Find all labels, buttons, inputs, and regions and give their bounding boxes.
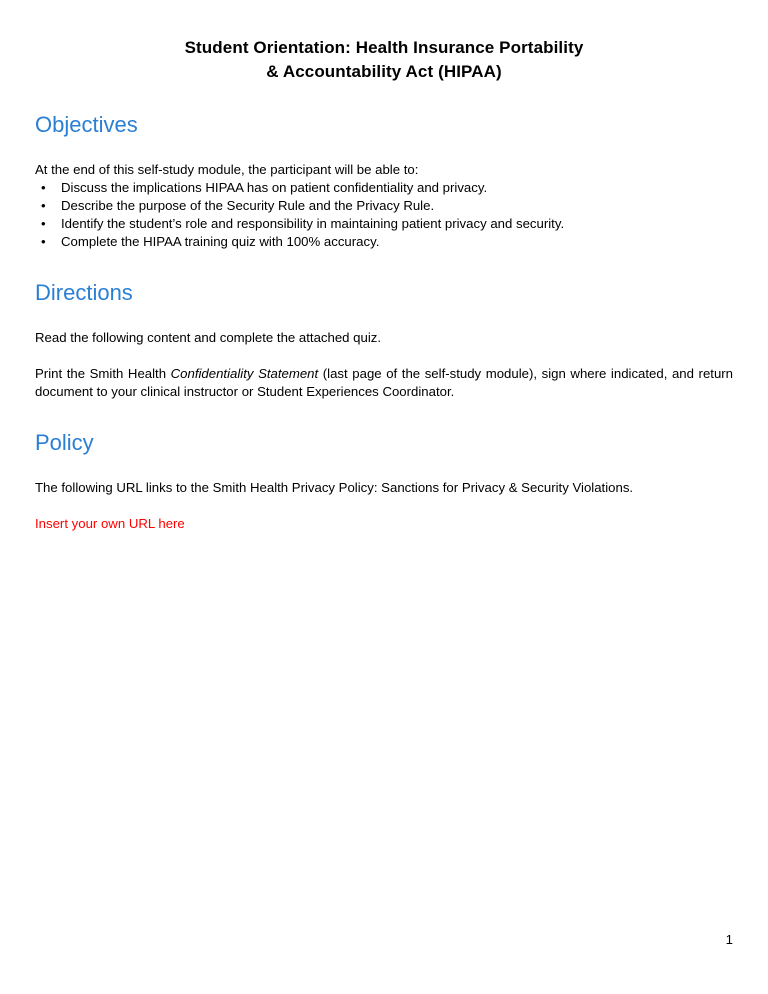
page-title <box>35 0 733 84</box>
directions-heading: Directions <box>35 280 133 305</box>
bullet-icon: • <box>41 234 46 249</box>
bullet-icon: • <box>41 198 46 213</box>
confidentiality-statement-title: Confidentiality Statement <box>170 366 319 381</box>
list-item-label: Describe the purpose of the Security Rule and the Privacy Rule. <box>61 198 435 213</box>
policy-section <box>35 430 733 533</box>
list-item-label: Identify the student’s role and responsibility in maintaining patient privacy and security. <box>61 216 565 231</box>
print-text-after-italic: (last page of the self-study module), sign where indicated, and return document to your clinical instructor or Student Experiences Coordinator. <box>35 366 734 399</box>
print-text-before-italic: Print the Smith Health <box>35 366 171 381</box>
list-item-label: Discuss the implications HIPAA has on patient confidentiality and privacy. <box>61 180 488 195</box>
list-item <box>35 197 733 215</box>
list-item <box>35 179 733 197</box>
list-item <box>35 215 733 233</box>
page-number: 1 <box>725 932 733 947</box>
objectives-intro-text: At the end of this self-study module, the participant will be able to: <box>35 162 419 177</box>
directions-read-paragraph: Read the following content and complete the attached quiz. <box>35 330 382 345</box>
insert-url-placeholder-text[interactable]: Insert your own URL here <box>35 516 185 531</box>
page-title-line-2: & Accountability Act (HIPAA) <box>266 62 502 81</box>
page-title-line-1: Student Orientation: Health Insurance Portability <box>184 38 584 57</box>
policy-url-description: The following URL links to the Smith Health Privacy Policy: Sanctions for Privacy & Security Violations. <box>35 480 634 495</box>
objectives-heading: Objectives <box>35 112 138 137</box>
list-item-label: Complete the HIPAA training quiz with 100% accuracy. <box>61 234 380 249</box>
objectives-section <box>35 112 733 251</box>
list-item <box>35 233 733 251</box>
policy-heading: Policy <box>35 430 94 455</box>
bullet-icon: • <box>41 180 46 195</box>
directions-section <box>35 280 733 401</box>
objectives-bullet-list <box>35 179 733 251</box>
bullet-icon: • <box>41 216 46 231</box>
directions-print-paragraph <box>35 365 733 401</box>
